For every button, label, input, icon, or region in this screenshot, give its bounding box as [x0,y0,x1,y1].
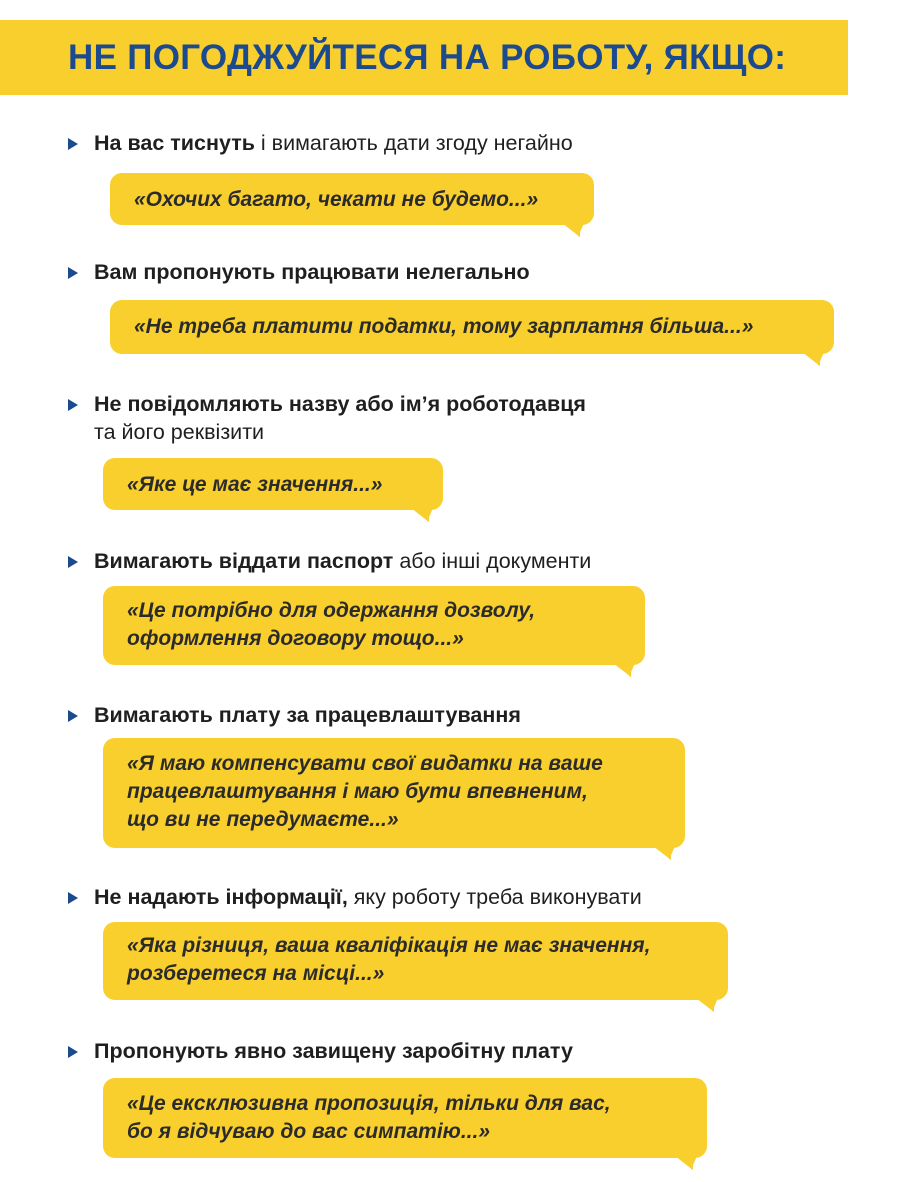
heading-bold: Пропонують явно завищену заробітну плату [94,1039,573,1063]
triangle-bullet-icon [68,138,78,150]
warning-item [0,1038,900,1143]
quote-line: «Це потрібно для одержання дозволу, [127,599,536,622]
quote-line: «Яка різниця, ваша кваліфікація не має значення, [127,934,651,957]
quote-bubble [103,1078,707,1158]
warning-item [0,391,900,496]
bubble-tail-edge [578,223,584,237]
bubble-tail-edge [629,663,635,677]
warning-heading [0,259,900,286]
quote-line: працевлаштування і маю бути впевненим, [127,780,588,803]
quote-line: що ви не передумаєте...» [127,808,399,831]
warning-heading [0,548,900,575]
heading-rest: і вимагають дати згоду негайно [254,131,573,155]
quote-bubble [103,738,685,848]
quote-line: «Яке це має значення...» [127,473,383,496]
title-banner [0,20,848,95]
quote-bubble [103,586,645,665]
quote-line: «Я маю компенсувати свої видатки на ваше [127,752,603,775]
quote-bubble [103,458,443,510]
warning-item [0,548,900,650]
warning-heading [0,391,900,446]
heading-bold: На вас тиснуть [94,131,255,155]
quote-bubble [110,300,834,354]
bubble-tail-edge [712,998,718,1012]
triangle-bullet-icon [68,892,78,904]
heading-rest: або інші документи [393,549,592,573]
heading-bold: Вимагають віддати паспорт [94,549,394,573]
triangle-bullet-icon [68,267,78,279]
page-title: НЕ ПОГОДЖУЙТЕСЯ НА РОБОТУ, ЯКЩО: [68,38,787,77]
warning-item [0,702,900,831]
warning-heading [0,1038,900,1065]
heading-bold: Не повідомляють назву або ім’я роботодавця [94,392,586,416]
triangle-bullet-icon [68,1046,78,1058]
quote-bubble [110,173,594,225]
quote-bubble [103,922,728,1000]
heading-subline: та його реквізити [94,420,265,444]
triangle-bullet-icon [68,399,78,411]
warning-item [0,130,900,211]
heading-bold: Вам пропонують працювати нелегально [94,260,530,284]
warning-heading [0,884,900,911]
quote-line: оформлення договору тощо...» [127,627,464,650]
quote-line: «Охочих багато, чекати не будемо...» [134,188,539,211]
bubble-tail-edge [818,352,824,366]
bubble-tail-edge [669,846,675,860]
warning-heading [0,702,900,729]
triangle-bullet-icon [68,556,78,568]
warning-heading [0,130,900,157]
bubble-tail-edge [691,1156,697,1170]
quote-line: «Це ексклюзивна пропозиція, тільки для вас, [127,1092,611,1115]
heading-rest: яку роботу треба виконувати [347,885,642,909]
quote-line: розберетеся на місці...» [127,962,385,985]
bubble-tail-edge [427,508,433,522]
warning-item [0,259,900,338]
heading-bold: Не надають інформації, [94,885,348,909]
quote-line: бо я відчуваю до вас симпатію...» [127,1120,491,1143]
quote-line: «Не треба платити податки, тому зарплатня більша...» [134,315,754,338]
heading-bold: Вимагають плату за працевлаштування [94,703,521,727]
warning-item [0,884,900,985]
triangle-bullet-icon [68,710,78,722]
